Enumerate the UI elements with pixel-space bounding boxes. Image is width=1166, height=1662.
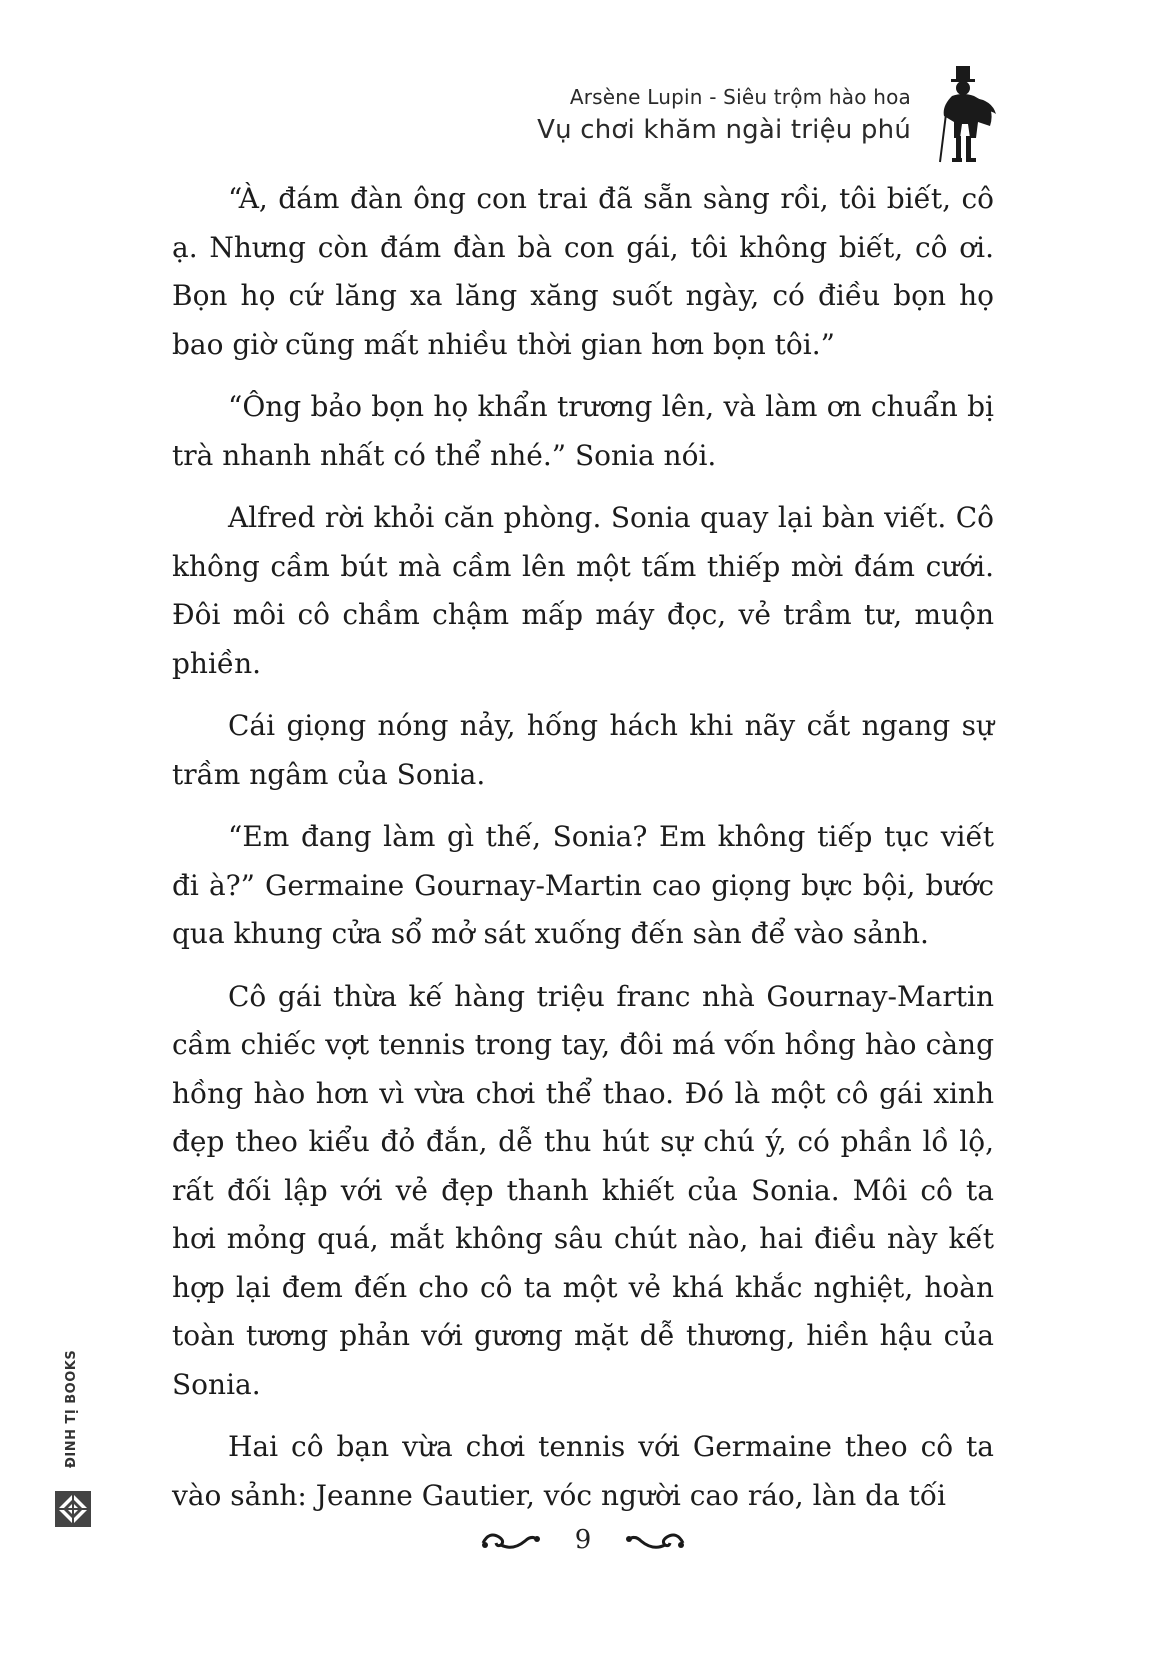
publisher-name: ĐINH TỊ BOOKS [64,1349,79,1468]
page-number: 9 [574,1525,592,1555]
paragraph-4: Cái giọng nóng nảy, hống hách khi nãy cắt ngang sự trầm ngâm của Sonia. [172,709,994,791]
gentleman-silhouette-icon [930,64,1000,164]
paragraph-3: Alfred rời khỏi căn phòng. Sonia quay lại bàn viết. Cô không cầm bút mà cầm lên một tấm thiếp mời đám cưới. Đôi môi cô chầm chậm mấp máy đọc, vẻ trầm tư, muộn phiền. [172,501,994,680]
book-title: Vụ chơi khăm ngài triệu phú [537,115,911,145]
paragraph-5: “Em đang làm gì thế, Sonia? Em không tiếp tục viết đi à?” Germaine Gournay-Martin cao giọng bực bội, bước qua khung cửa sổ mở sát xuống đến sàn để vào sảnh. [172,820,994,950]
body-text [172,175,994,1534]
paragraph-7: Hai cô bạn vừa chơi tennis với Germaine theo cô ta vào sảnh: Jeanne Gautier, vóc người cao ráo, làn da tối [172,1430,994,1512]
paragraph-2: “Ông bảo bọn họ khẩn trương lên, và làm ơn chuẩn bị trà nhanh nhất có thể nhé.” Sonia nói. [172,390,994,472]
publisher-logo-icon [54,1490,92,1528]
running-header [537,82,911,148]
paragraph-1: “À, đám đàn ông con trai đã sẵn sàng rồi, tôi biết, cô ạ. Nhưng còn đám đàn bà con gái, tôi không biết, cô ơi. Bọn họ cứ lăng xa lăng xăng suốt ngày, có điều bọn họ bao giờ cũng mất nhiều thời gian hơn bọn tôi.” [172,182,994,361]
ornament-swirl-icon [479,1525,541,1555]
ornament-swirl-icon [625,1525,687,1555]
paragraph-6: Cô gái thừa kế hàng triệu franc nhà Gournay-Martin cầm chiếc vợt tennis trong tay, đôi má vốn hồng hào càng hồng hào hơn vì vừa chơi thể thao. Đó là một cô gái xinh đẹp theo kiểu đỏ đắn, dễ thu hút sự chú ý, có phần lồ lộ, rất đối lập với vẻ đẹp thanh khiết của Sonia. Môi cô ta hơi mỏng quá, mắt không sâu chút nào, hai điều này kết hợp lại đem đến cho cô ta một vẻ khá khắc nghiệt, hoàn toàn tương phản với gương mặt dễ thương, hiền hậu của Sonia. [172,979,994,1401]
page-footer [0,1520,1166,1560]
series-title: Arsène Lupin - Siêu trộm hào hoa [569,85,911,109]
